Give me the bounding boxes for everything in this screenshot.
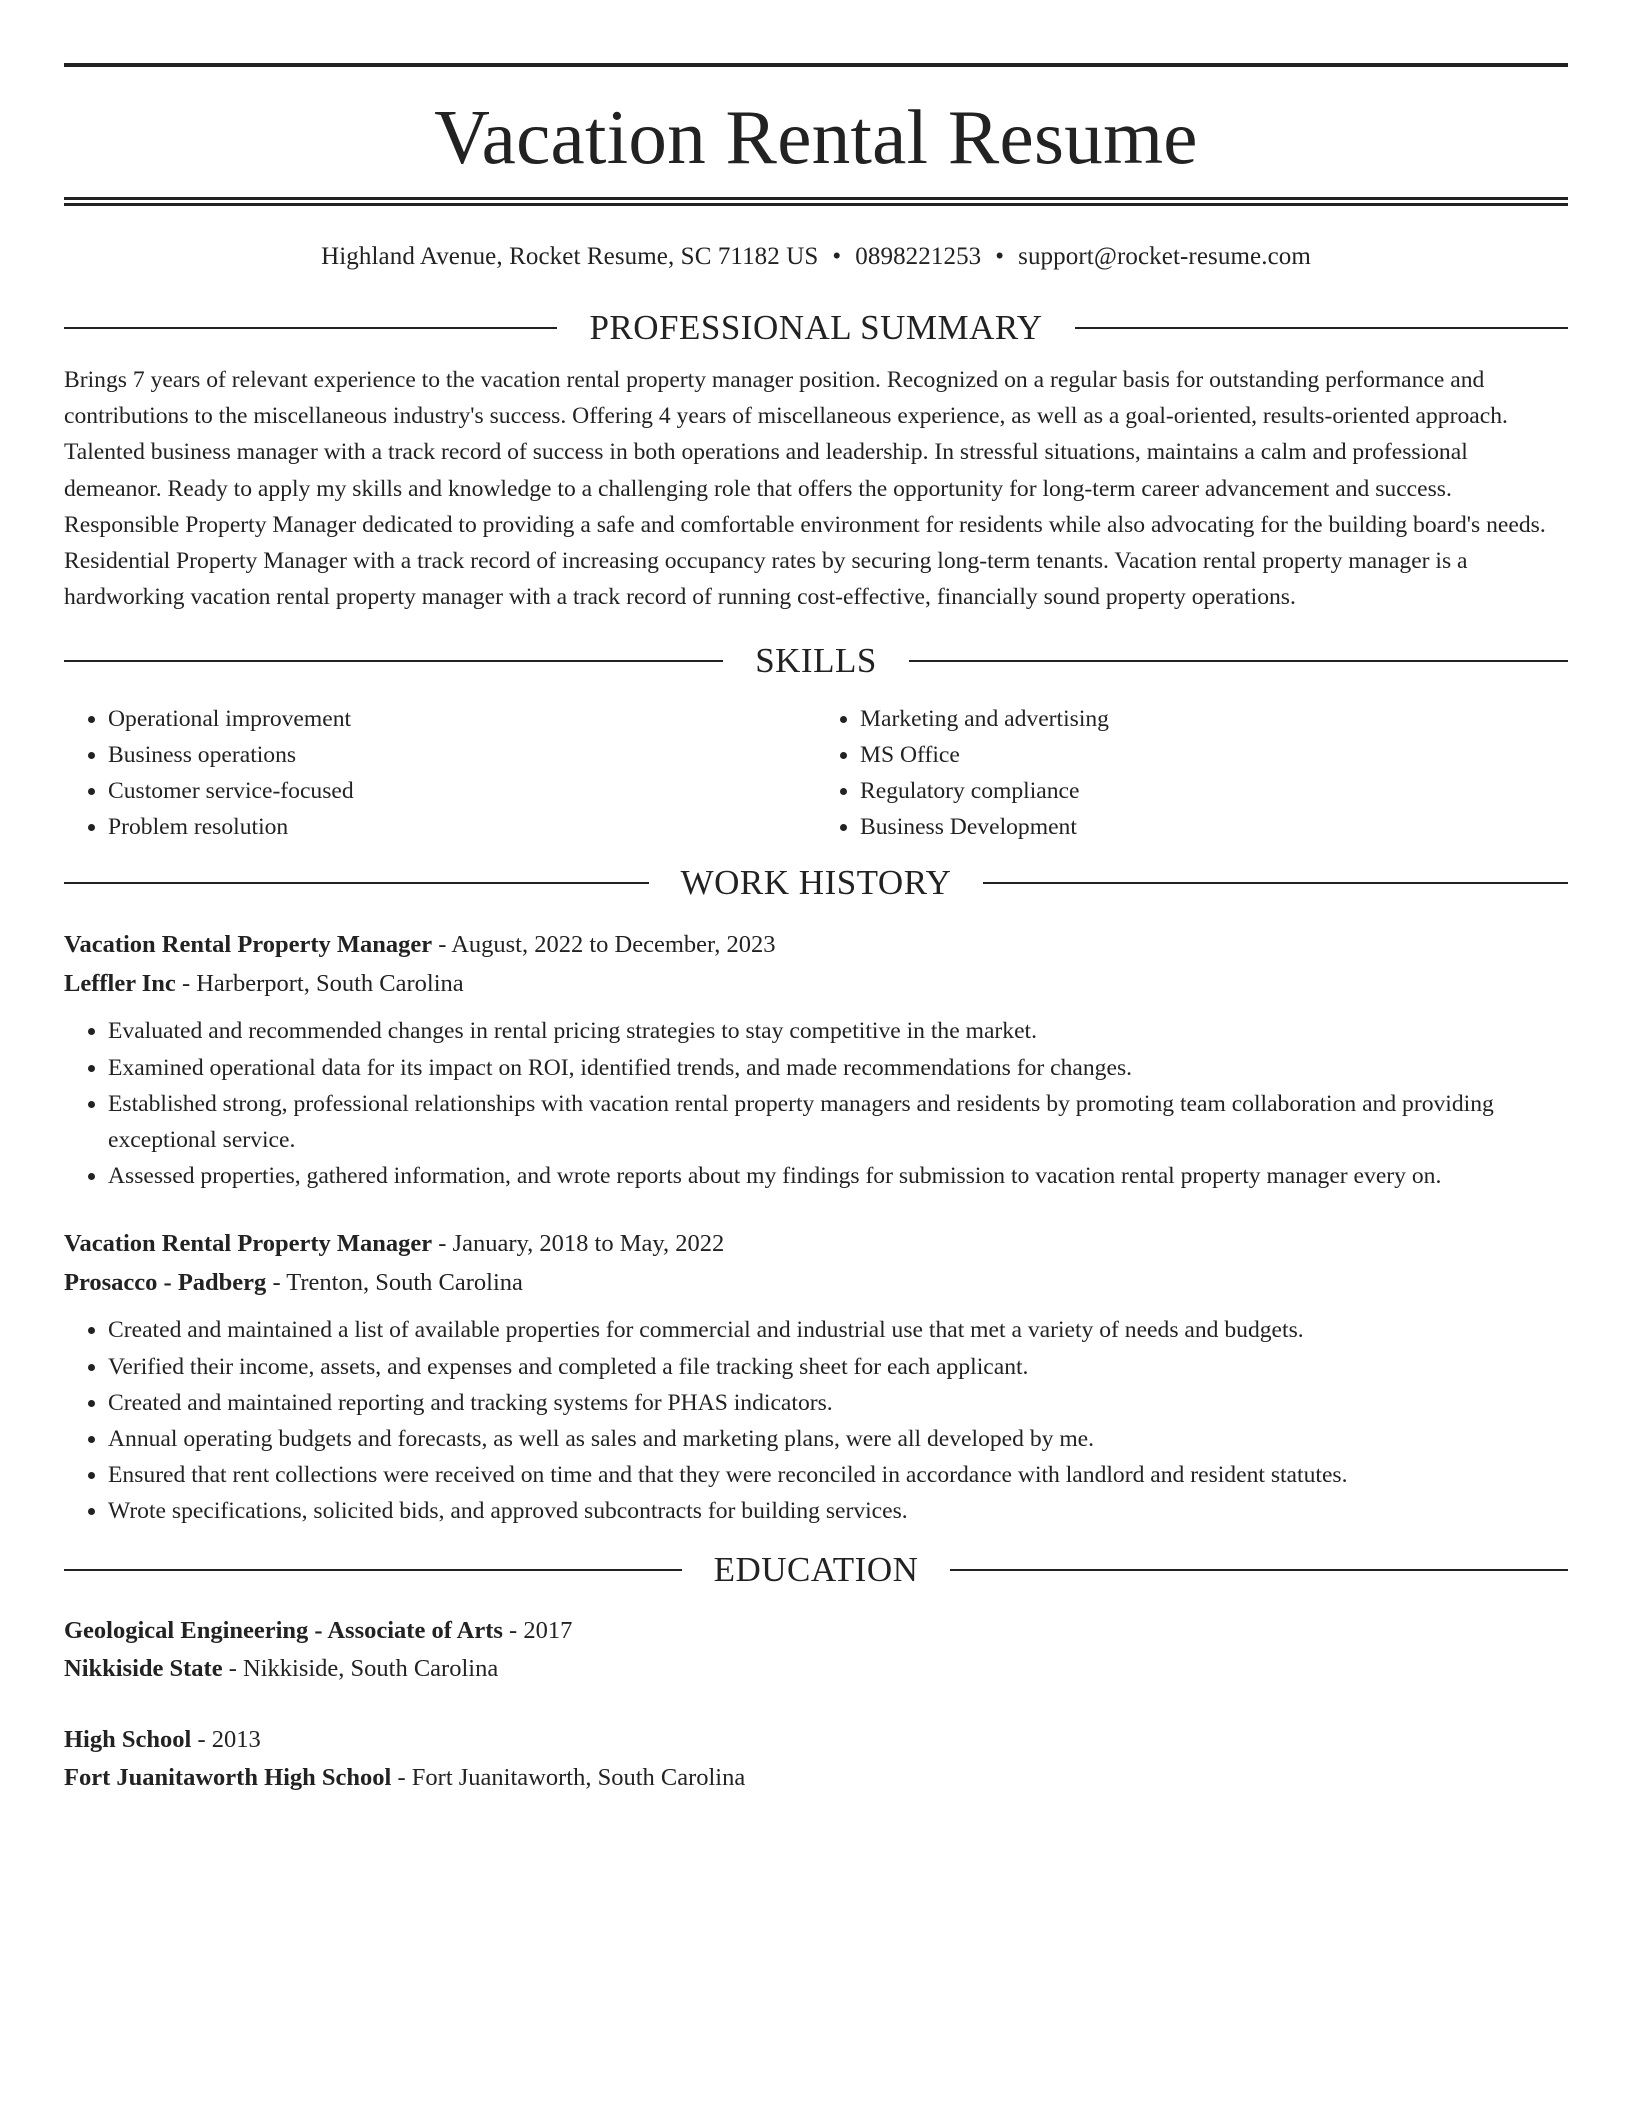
contact-phone: 0898221253 xyxy=(855,243,982,270)
job-location: Harberport, South Carolina xyxy=(196,970,464,998)
contact-line xyxy=(64,242,1568,272)
double-rule xyxy=(64,197,1568,206)
education-degree-line: High School - 2013 xyxy=(64,1725,261,1753)
job-title: Vacation Rental Property Manager xyxy=(64,1230,433,1258)
job-title-line: Vacation Rental Property Manager - January, 2018 to May, 2022 xyxy=(64,1230,725,1258)
work-heading xyxy=(64,861,1568,905)
education-heading xyxy=(64,1548,1568,1592)
summary-text: Brings 7 years of relevant experience to the vacation rental property manager position. Recognized on a regular basis for outstanding performance and contributions to the miscellaneous industry's success. Offering 4 years of miscellaneous experience, as well as a goal-oriented, results-oriented approach. Talented business manager with a track record of success in both operations and leadership. In stressful situations, maintains a calm and professional demeanor. Ready to apply my skills and knowledge to a challenging role that offers the opportunity for long-term career advancement and success. Responsible Property Manager dedicated to providing a safe and comfortable environment for residents while also advocating for the building board's needs. Residential Property Manager with a track record of increasing occupancy rates by securing long-term tenants. Vacation rental property manager is a hardworking vacation rental property manager with a track record of running cost-effective, financially sound property operations. xyxy=(64,367,1546,611)
job-company-line: Leffler Inc - Harberport, South Carolina xyxy=(64,970,464,998)
education-year: 2017 xyxy=(523,1616,573,1644)
skill-item: • Business operations xyxy=(108,737,816,773)
job-company-line: Prosacco - Padberg - Trenton, South Carolina xyxy=(64,1269,523,1297)
job-duty: • Ensured that rent collections were received on time and that they were reconciled in accordance with landlord and resident statutes. xyxy=(108,1457,1568,1493)
skill-item: • Operational improvement xyxy=(108,701,816,737)
heading-rule xyxy=(950,1569,1568,1571)
heading-rule xyxy=(1075,327,1568,329)
heading-rule xyxy=(64,327,557,329)
job-duty: • Evaluated and recommended changes in rental pricing strategies to stay competitive in the market. xyxy=(108,1013,1568,1049)
skills-column-right xyxy=(816,701,1568,845)
resume-page xyxy=(64,0,1568,1797)
skill-item: • Regulatory compliance xyxy=(860,773,1568,809)
job-dates: January, 2018 to May, 2022 xyxy=(452,1230,725,1258)
education-degree-line: Geological Engineering - Associate of Arts - 2017 xyxy=(64,1616,573,1644)
job-location: Trenton, South Carolina xyxy=(286,1269,523,1297)
skills-list xyxy=(64,701,1568,845)
summary-heading-text: PROFESSIONAL SUMMARY xyxy=(589,308,1043,347)
job-entry xyxy=(64,925,1568,1194)
education-location: Fort Juanitaworth, South Carolina xyxy=(411,1763,746,1791)
education-heading-text: EDUCATION xyxy=(713,1549,919,1589)
heading-rule xyxy=(64,660,723,662)
skills-heading xyxy=(64,639,1568,683)
education-school-line: Fort Juanitaworth High School - Fort Juanitaworth, South Carolina xyxy=(64,1763,746,1791)
job-company: Prosacco - Padberg xyxy=(64,1269,267,1297)
education-entry xyxy=(64,1721,1568,1797)
job-title-line: Vacation Rental Property Manager - August, 2022 to December, 2023 xyxy=(64,931,776,959)
skills-heading-text: SKILLS xyxy=(755,641,877,681)
job-duty: • Created and maintained reporting and tracking systems for PHAS indicators. xyxy=(108,1385,1568,1421)
skill-item: • Business Development xyxy=(860,809,1568,845)
skills-column-left xyxy=(64,701,816,845)
job-duty: • Created and maintained a list of available properties for commercial and industrial use that met a variety of needs and budgets. xyxy=(108,1312,1568,1348)
job-duty: • Established strong, professional relationships with vacation rental property managers and residents by promoting team collaboration and providing exceptional service. xyxy=(108,1086,1568,1158)
job-duty: • Examined operational data for its impact on ROI, identified trends, and made recommendations for changes. xyxy=(108,1050,1568,1086)
education-location: Nikkiside, South Carolina xyxy=(243,1654,499,1682)
heading-rule xyxy=(64,882,649,884)
job-company: Leffler Inc xyxy=(64,970,176,998)
skill-item: • Problem resolution xyxy=(108,809,816,845)
contact-email: support@rocket-resume.com xyxy=(1018,243,1311,270)
job-duty: • Assessed properties, gathered information, and wrote reports about my findings for submission to vacation rental property manager every on. xyxy=(108,1158,1568,1194)
heading-rule xyxy=(909,660,1568,662)
job-duties xyxy=(64,1013,1568,1194)
heading-rule xyxy=(983,882,1568,884)
work-heading-text: WORK HISTORY xyxy=(680,863,952,903)
contact-separator: • xyxy=(832,243,842,270)
job-duties xyxy=(64,1312,1568,1529)
heading-rule xyxy=(64,1569,682,1571)
education-entry xyxy=(64,1612,1568,1688)
resume-title: Vacation Rental Resume xyxy=(434,94,1198,180)
skill-item: • Customer service-focused xyxy=(108,773,816,809)
job-title: Vacation Rental Property Manager xyxy=(64,931,433,959)
skill-item: • Marketing and advertising xyxy=(860,701,1568,737)
education-year: 2013 xyxy=(211,1725,261,1753)
job-duty: • Annual operating budgets and forecasts, as well as sales and marketing plans, were all developed by me. xyxy=(108,1421,1568,1457)
education-school: Fort Juanitaworth High School xyxy=(64,1763,392,1791)
job-duty: • Wrote specifications, solicited bids, and approved subcontracts for building services. xyxy=(108,1493,1568,1529)
contact-separator: • xyxy=(995,243,1005,270)
summary-heading xyxy=(64,306,1568,350)
education-school: Nikkiside State xyxy=(64,1654,223,1682)
job-entry xyxy=(64,1224,1568,1529)
education-school-line: Nikkiside State - Nikkiside, South Carolina xyxy=(64,1654,499,1682)
contact-address: Highland Avenue, Rocket Resume, SC 71182 US xyxy=(321,243,819,270)
job-dates: August, 2022 to December, 2023 xyxy=(451,931,776,959)
skill-item: • MS Office xyxy=(860,737,1568,773)
education-degree: High School xyxy=(64,1725,192,1753)
job-duty: • Verified their income, assets, and expenses and completed a file tracking sheet for each applicant. xyxy=(108,1349,1568,1385)
education-degree: Geological Engineering - Associate of Arts xyxy=(64,1616,503,1644)
